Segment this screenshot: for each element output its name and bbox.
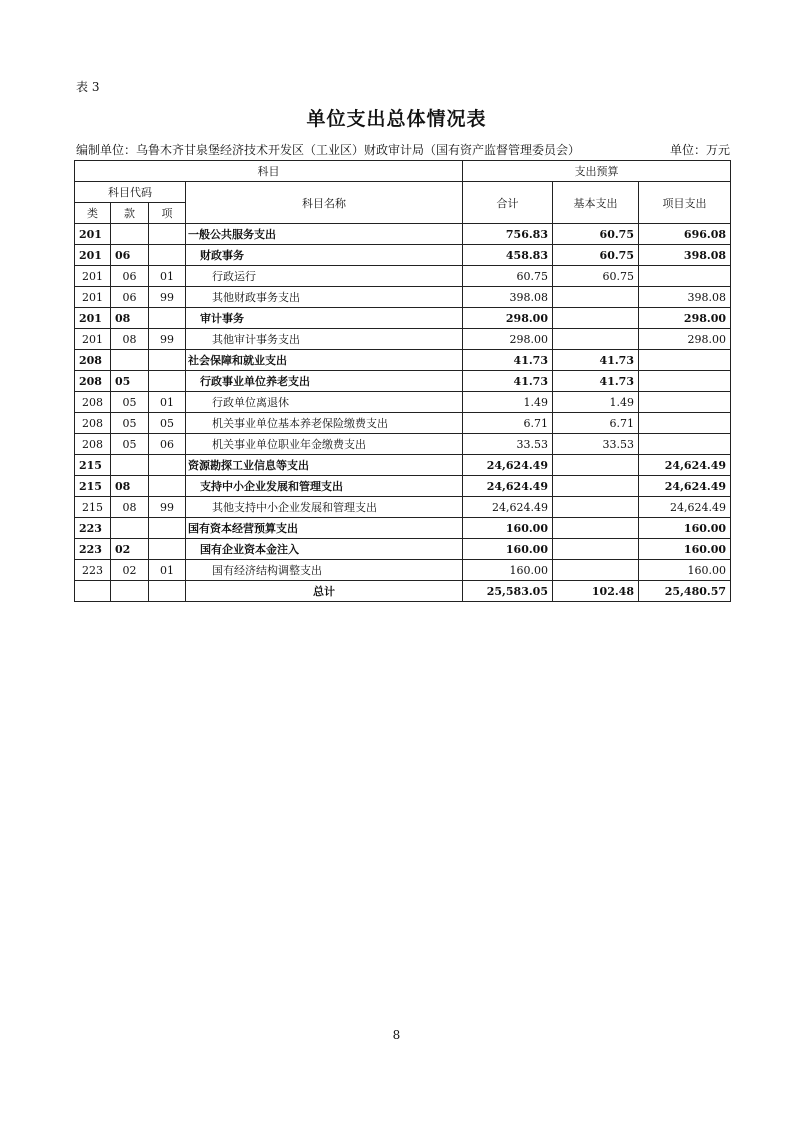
summary-project: 25,480.57	[639, 581, 731, 602]
table-row	[75, 518, 731, 539]
cell-basic: 1.49	[553, 392, 639, 413]
cell-kuan: 08	[111, 329, 149, 350]
cell-kuan: 08	[111, 497, 149, 518]
page-title: 单位支出总体情况表	[306, 108, 487, 130]
cell-xiang	[149, 518, 186, 539]
cell-xiang: 01	[149, 392, 186, 413]
cell-project	[639, 392, 731, 413]
cell-xiang	[149, 539, 186, 560]
header-budget: 支出预算	[463, 161, 731, 182]
cell-lei: 208	[75, 413, 111, 434]
cell-total: 41.73	[463, 371, 553, 392]
cell-project: 160.00	[639, 560, 731, 581]
summary-total: 25,583.05	[463, 581, 553, 602]
table-row	[75, 224, 731, 245]
page-number: 8	[392, 1028, 401, 1042]
cell-total: 24,624.49	[463, 476, 553, 497]
cell-project: 398.08	[639, 245, 731, 266]
cell-basic	[553, 308, 639, 329]
cell-kuan: 08	[111, 476, 149, 497]
cell-total: 756.83	[463, 224, 553, 245]
cell-lei: 223	[75, 539, 111, 560]
cell-lei: 201	[75, 287, 111, 308]
table-row	[75, 287, 731, 308]
table-row	[75, 371, 731, 392]
table-body	[75, 224, 731, 581]
cell-basic	[553, 518, 639, 539]
cell-project: 696.08	[639, 224, 731, 245]
cell-subject-name: 其他支持中小企业发展和管理支出	[186, 497, 463, 518]
summary-empty-kuan	[111, 581, 149, 602]
summary-basic: 102.48	[553, 581, 639, 602]
header-code: 科目代码	[75, 182, 186, 203]
table-number: 表 3	[76, 80, 100, 94]
cell-subject-name: 社会保障和就业支出	[186, 350, 463, 371]
cell-kuan: 02	[111, 539, 149, 560]
cell-basic: 41.73	[553, 350, 639, 371]
cell-project	[639, 266, 731, 287]
cell-basic	[553, 287, 639, 308]
cell-xiang	[149, 224, 186, 245]
cell-xiang: 01	[149, 560, 186, 581]
table-row	[75, 266, 731, 287]
cell-project: 298.00	[639, 308, 731, 329]
cell-total: 24,624.49	[463, 497, 553, 518]
cell-total: 160.00	[463, 560, 553, 581]
cell-kuan	[111, 224, 149, 245]
header-name: 科目名称	[186, 182, 463, 224]
table-row	[75, 560, 731, 581]
cell-kuan: 08	[111, 308, 149, 329]
cell-lei: 223	[75, 518, 111, 539]
table-row	[75, 539, 731, 560]
table-row	[75, 455, 731, 476]
expenditure-table	[74, 160, 731, 602]
cell-lei: 208	[75, 392, 111, 413]
cell-basic: 60.75	[553, 245, 639, 266]
cell-project: 160.00	[639, 539, 731, 560]
cell-kuan	[111, 518, 149, 539]
cell-subject-name: 行政事业单位养老支出	[186, 371, 463, 392]
cell-project: 24,624.49	[639, 497, 731, 518]
cell-project: 160.00	[639, 518, 731, 539]
cell-xiang: 99	[149, 287, 186, 308]
cell-total: 24,624.49	[463, 455, 553, 476]
cell-project: 398.08	[639, 287, 731, 308]
header-subject: 科目	[75, 161, 463, 182]
cell-total: 298.00	[463, 308, 553, 329]
table-row	[75, 245, 731, 266]
cell-lei: 201	[75, 329, 111, 350]
cell-subject-name: 财政事务	[186, 245, 463, 266]
cell-project	[639, 350, 731, 371]
cell-xiang	[149, 476, 186, 497]
header-xiang: 项	[149, 203, 186, 224]
cell-total: 41.73	[463, 350, 553, 371]
cell-kuan	[111, 350, 149, 371]
cell-project: 298.00	[639, 329, 731, 350]
cell-total: 6.71	[463, 413, 553, 434]
cell-subject-name: 支持中小企业发展和管理支出	[186, 476, 463, 497]
table-row	[75, 476, 731, 497]
cell-subject-name: 一般公共服务支出	[186, 224, 463, 245]
cell-subject-name: 机关事业单位基本养老保险缴费支出	[186, 413, 463, 434]
meta-line	[76, 141, 730, 158]
summary-empty-xiang	[149, 581, 186, 602]
cell-lei: 215	[75, 497, 111, 518]
cell-xiang: 05	[149, 413, 186, 434]
cell-subject-name: 行政单位离退休	[186, 392, 463, 413]
cell-xiang	[149, 245, 186, 266]
cell-basic: 60.75	[553, 266, 639, 287]
table-row	[75, 350, 731, 371]
cell-xiang	[149, 371, 186, 392]
cell-total: 160.00	[463, 518, 553, 539]
table-row	[75, 392, 731, 413]
cell-total: 298.00	[463, 329, 553, 350]
currency-unit: 单位：万元	[669, 143, 730, 157]
cell-project	[639, 371, 731, 392]
cell-xiang	[149, 455, 186, 476]
cell-basic	[553, 497, 639, 518]
header-basic: 基本支出	[553, 182, 639, 224]
header-total: 合计	[463, 182, 553, 224]
cell-lei: 201	[75, 308, 111, 329]
cell-lei: 208	[75, 371, 111, 392]
cell-subject-name: 资源勘探工业信息等支出	[186, 455, 463, 476]
cell-project	[639, 434, 731, 455]
summary-row	[75, 581, 731, 602]
header-project: 项目支出	[639, 182, 731, 224]
cell-basic	[553, 455, 639, 476]
cell-lei: 201	[75, 224, 111, 245]
cell-project: 24,624.49	[639, 476, 731, 497]
cell-lei: 201	[75, 245, 111, 266]
cell-kuan: 06	[111, 287, 149, 308]
cell-kuan: 05	[111, 371, 149, 392]
cell-basic: 41.73	[553, 371, 639, 392]
cell-xiang: 01	[149, 266, 186, 287]
header-kuan: 款	[111, 203, 149, 224]
cell-lei: 208	[75, 434, 111, 455]
cell-kuan: 05	[111, 434, 149, 455]
cell-kuan: 06	[111, 245, 149, 266]
cell-basic: 6.71	[553, 413, 639, 434]
cell-subject-name: 国有经济结构调整支出	[186, 560, 463, 581]
cell-basic: 33.53	[553, 434, 639, 455]
cell-subject-name: 其他财政事务支出	[186, 287, 463, 308]
cell-basic	[553, 329, 639, 350]
cell-project: 24,624.49	[639, 455, 731, 476]
table-row	[75, 497, 731, 518]
cell-xiang	[149, 350, 186, 371]
header-lei: 类	[75, 203, 111, 224]
cell-total: 458.83	[463, 245, 553, 266]
cell-subject-name: 行政运行	[186, 266, 463, 287]
cell-xiang: 06	[149, 434, 186, 455]
cell-subject-name: 国有企业资本金注入	[186, 539, 463, 560]
cell-lei: 201	[75, 266, 111, 287]
cell-total: 33.53	[463, 434, 553, 455]
table-row	[75, 413, 731, 434]
summary-empty-lei	[75, 581, 111, 602]
cell-total: 1.49	[463, 392, 553, 413]
cell-total: 398.08	[463, 287, 553, 308]
cell-project	[639, 413, 731, 434]
table-row	[75, 308, 731, 329]
cell-lei: 215	[75, 476, 111, 497]
cell-basic	[553, 560, 639, 581]
cell-xiang: 99	[149, 497, 186, 518]
compiling-unit: 编制单位：乌鲁木齐甘泉堡经济技术开发区（工业区）财政审计局（国有资产监督管理委员会）	[76, 143, 581, 157]
cell-subject-name: 国有资本经营预算支出	[186, 518, 463, 539]
cell-basic	[553, 539, 639, 560]
cell-basic	[553, 476, 639, 497]
cell-basic: 60.75	[553, 224, 639, 245]
cell-lei: 215	[75, 455, 111, 476]
table-row	[75, 434, 731, 455]
cell-lei: 223	[75, 560, 111, 581]
cell-kuan	[111, 455, 149, 476]
cell-total: 60.75	[463, 266, 553, 287]
cell-kuan: 05	[111, 392, 149, 413]
cell-subject-name: 机关事业单位职业年金缴费支出	[186, 434, 463, 455]
cell-xiang	[149, 308, 186, 329]
table-row	[75, 329, 731, 350]
cell-xiang: 99	[149, 329, 186, 350]
cell-kuan: 05	[111, 413, 149, 434]
cell-kuan: 02	[111, 560, 149, 581]
cell-subject-name: 审计事务	[186, 308, 463, 329]
summary-label: 总计	[186, 581, 463, 602]
cell-total: 160.00	[463, 539, 553, 560]
cell-subject-name: 其他审计事务支出	[186, 329, 463, 350]
cell-lei: 208	[75, 350, 111, 371]
cell-kuan: 06	[111, 266, 149, 287]
